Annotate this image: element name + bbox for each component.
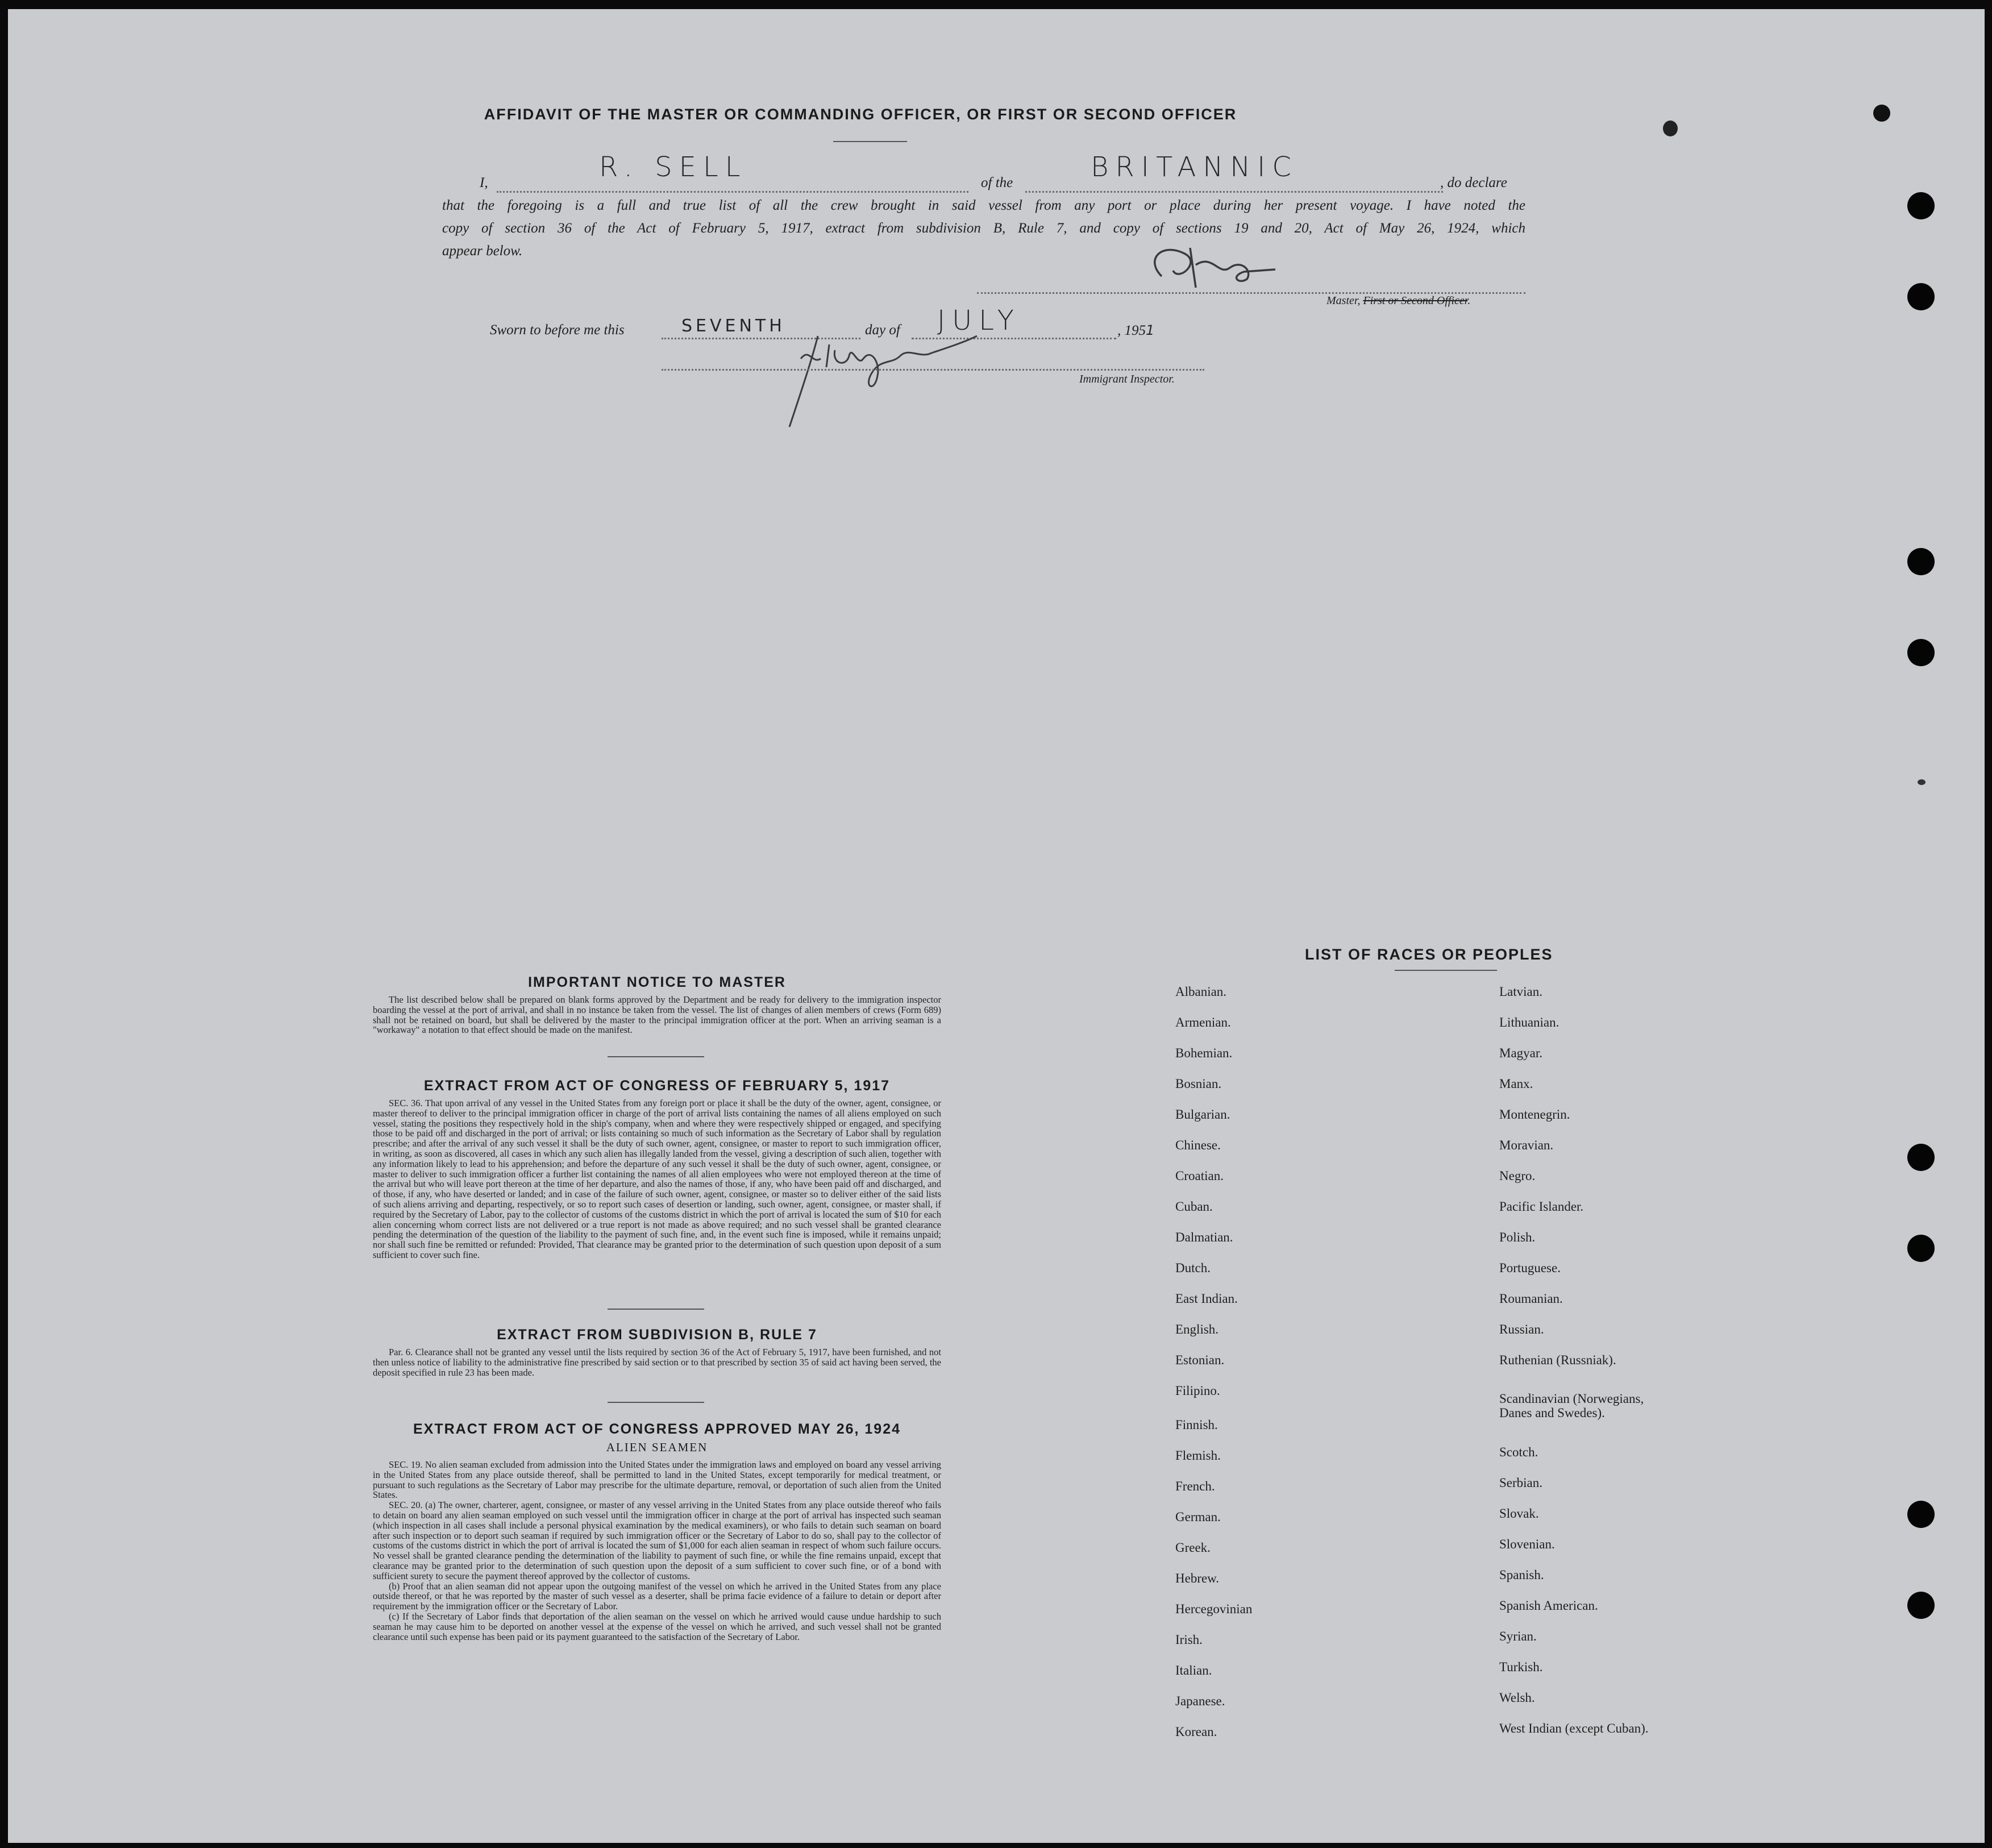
- race-item: Slovenian.: [1499, 1537, 1555, 1551]
- punch-hole: [1907, 639, 1935, 666]
- extract-1917-title: EXTRACT FROM ACT OF CONGRESS OF FEBRUARY 5, 1917: [423, 1078, 891, 1094]
- race-item: Syrian.: [1499, 1629, 1537, 1643]
- race-item: Lithuanian.: [1499, 1015, 1560, 1029]
- notice-text: [373, 995, 941, 1035]
- race-item: Spanish.: [1499, 1568, 1544, 1582]
- race-item: Negro.: [1499, 1169, 1536, 1183]
- race-item: Hercegovinian: [1175, 1602, 1253, 1616]
- extract-1917-text: [373, 1098, 941, 1260]
- race-item: Slovak.: [1499, 1506, 1539, 1521]
- races-title: LIST OF RACES OR PEOPLES: [1305, 946, 1553, 963]
- race-item: Greek.: [1175, 1540, 1211, 1555]
- master-signature: [1139, 236, 1292, 299]
- race-item: Finnish.: [1175, 1418, 1218, 1432]
- race-item: Irish.: [1175, 1633, 1203, 1647]
- race-item: East Indian.: [1175, 1291, 1238, 1306]
- par-6-paragraph: Par. 6. Clearance shall not be granted any vessel until the lists required by section 36 of the Act of February 5, 1917, have been furnished, and not then unless notice of liability to the administrative fine prescribed by said section or to that prescribed by section 35 of said act having been served, the deposit specified in rule 23 has been made.: [373, 1347, 941, 1378]
- extract-1924-title: EXTRACT FROM ACT OF CONGRESS APPROVED MAY 26, 1924: [413, 1421, 901, 1437]
- race-item: Moravian.: [1499, 1138, 1554, 1152]
- inspector-signature: [778, 325, 983, 438]
- race-item: Dalmatian.: [1175, 1230, 1233, 1244]
- sec-20c-paragraph: (c) If the Secretary of Labor finds that deportation of the alien seaman on the vessel on which he arrived would cause undue hardship to such seaman he may cause him to be deported on another vessel at the expense of the vessel on which he arrived, and such vessel shall not be granted clearance until such expense has been paid or its payment guaranteed to the satisfaction of the Secretary of Labor.: [373, 1610, 941, 1642]
- punch-hole: [1907, 192, 1935, 219]
- race-item: Chinese.: [1175, 1138, 1221, 1152]
- punch-hole: [1907, 1592, 1935, 1619]
- race-item: Bulgarian.: [1175, 1107, 1230, 1122]
- declaration-line-2: copy of section 36 of the Act of February 5, 1917, extract from subdivision B, Rule 7, and copy of sections 19 and 20, Act of May 26, 1924, which: [442, 221, 1525, 236]
- struck-officer-label: First or Second Officer: [1363, 294, 1468, 307]
- punch-hole: [1907, 1144, 1935, 1171]
- punch-hole: [1907, 1501, 1935, 1528]
- race-item: Japanese.: [1175, 1694, 1225, 1708]
- race-item: Portuguese.: [1499, 1261, 1561, 1275]
- race-item: Pacific Islander.: [1499, 1199, 1584, 1214]
- sworn-label: Sworn to before me this: [490, 322, 625, 338]
- rule-7-title: EXTRACT FROM SUBDIVISION B, RULE 7: [497, 1327, 817, 1343]
- day-of-label: day of: [865, 322, 900, 338]
- sec-20a-paragraph: SEC. 20. (a) The owner, charterer, agent, consignee, or master of any vessel arriving in the United States from any place outside thereof who fails to detain on board any alien seaman employed on such vessel until the immigration officer in charge at the port of arrival has inspected such seaman (which inspection in all cases shall include a personal physical examination by the medical examiners), or who fails to detain such seaman on board after such inspection or to deport such seaman if required by such immigration officer or the Secretary of Labor to do so, shall pay to the collector of customs of the customs district in which the port of arrival is located the sum of $1,000 for each alien seaman in respect of whom such failure occurs. No vessel shall be granted clearance pending the determination of the liability to payment of such fine, or while the fine remains unpaid, except that clearance may be granted prior to the determination of such question upon the deposit of a sum sufficient to cover such fine, or of a bond with sufficient surety to secure the payment thereof approved by the collector of customs.: [373, 1500, 941, 1581]
- race-item: German.: [1175, 1510, 1221, 1524]
- race-item: French.: [1175, 1479, 1215, 1493]
- race-item: West Indian (except Cuban).: [1499, 1721, 1649, 1735]
- race-item: Serbian.: [1499, 1476, 1543, 1490]
- race-item: Korean.: [1175, 1725, 1217, 1739]
- extract-1924-text: [373, 1460, 941, 1642]
- race-item: Manx.: [1499, 1077, 1533, 1091]
- race-item: Polish.: [1499, 1230, 1536, 1244]
- vessel-line: [1025, 191, 1443, 193]
- inspector-label: Immigrant Inspector.: [1079, 373, 1175, 385]
- race-item: English.: [1175, 1322, 1219, 1336]
- master-title-label: [1326, 294, 1470, 308]
- race-item: Spanish American.: [1499, 1598, 1598, 1613]
- year-prefix: , 195: [1117, 323, 1146, 338]
- inspector-signature-line: [662, 369, 1204, 371]
- year-digit: 1: [1146, 322, 1155, 338]
- i-label: I,: [480, 175, 488, 190]
- declaration-line-1: that the foregoing is a full and true list of all the crew brought in said vessel from any port or place during her present voyage. I have noted the: [442, 198, 1525, 213]
- ink-blot: [1663, 121, 1678, 136]
- sworn-month: JULY: [937, 305, 1021, 337]
- race-item: Albanian.: [1175, 985, 1227, 999]
- race-item: Russian.: [1499, 1322, 1544, 1336]
- declaration-line-3: appear below.: [442, 243, 523, 259]
- punch-hole: [1907, 283, 1935, 310]
- rule-7-text: [373, 1347, 941, 1377]
- vessel-name: BRITANNIC: [1091, 151, 1298, 183]
- punch-hole: [1907, 548, 1935, 575]
- race-item: Welsh.: [1499, 1691, 1535, 1705]
- sec-20b-paragraph: (b) Proof that an alien seaman did not appear upon the outgoing manifest of the vessel on which he arrived in the United States from any place outside thereof, or that he was reported by the master of such vessel as a deserter, shall be prima facie evidence of a failure to detain or deport after requirement by the immigration officer or the Secretary of Labor.: [373, 1580, 941, 1612]
- punch-hole: [1907, 1235, 1935, 1262]
- race-item: Turkish.: [1499, 1660, 1543, 1674]
- race-item: Hebrew.: [1175, 1571, 1220, 1585]
- master-label: Master,: [1326, 294, 1361, 307]
- race-item: Dutch.: [1175, 1261, 1211, 1275]
- race-item: Bohemian.: [1175, 1046, 1233, 1060]
- of-the-label: of the: [981, 175, 1013, 190]
- name-line: [497, 191, 968, 193]
- race-item-continuation: Danes and Swedes).: [1499, 1406, 1605, 1420]
- race-item: Croatian.: [1175, 1169, 1224, 1183]
- master-signature-line: [977, 292, 1525, 294]
- master-name: R. SELL: [599, 151, 747, 183]
- notice-title: IMPORTANT NOTICE TO MASTER: [528, 974, 786, 990]
- race-item: Estonian.: [1175, 1353, 1225, 1367]
- race-item: Roumanian.: [1499, 1291, 1563, 1306]
- race-item: Montenegrin.: [1499, 1107, 1570, 1122]
- affidavit-title: AFFIDAVIT OF THE MASTER OR COMMANDING OFFICER, OR FIRST OR SECOND OFFICER: [484, 106, 1237, 123]
- race-item: Filipino.: [1175, 1384, 1220, 1398]
- ink-speck: [1918, 779, 1926, 785]
- section-divider: [608, 1309, 704, 1310]
- sec-36-paragraph: SEC. 36. That upon arrival of any vessel in the United States from any foreign port or place it shall be the duty of the owner, agent, consignee, or master thereof to deliver to the principal immigration officer in charge of the port of arrival lists containing the names of all aliens employed on such vessel, stating the positions they respectively hold in the ship's company, when and where they were respectively shipped or engaged, and specifying those to be paid off and discharged in the port of arrival; or lists containing so much of such information as the Secretary of Labor shall by regulation prescribe; and after the arrival of any such vessel it shall be the duty of such owner, agent, consignee, or master to report to such immigration officer, in writing, as soon as discovered, all cases in which any such alien has illegally landed from the vessel, giving a description of such alien, together with any information likely to lead to his apprehension; and before the departure of any such vessel it shall be the duty of such owner, agent, consignee, or master to deliver to such immigration officer a further list containing the names of all alien employees who were not employed thereon at the time of the arrival but who will leave port thereon at the time of her departure, and also the names of those, if any, who have been paid off and discharged, and of those, if any, who have deserted or landed; and in case of the failure of such owner, agent, consignee, or master so to deliver either of the said lists of such aliens arriving and departing, respectively, or so to report such cases of desertion or landing, such owner, agent, consignee, or master shall, if required by the Secretary of Labor, pay to the collector of customs of the customs district in which the port of arrival is located the sum of $10 for each alien concerning whom correct lists are not delivered or a true report is not made as above required; and no such vessel shall be granted clearance pending the determination of the question of the liability to the payment of such fine, and, in the event such fine is imposed, while it remains unpaid; nor shall such fine be remitted or refunded: Provided, That clearance may be granted prior to the determination of such question upon deposit of a sum sufficient to cover such fine.: [373, 1098, 941, 1260]
- race-item: Scandinavian (Norwegians,: [1499, 1392, 1644, 1406]
- race-item: Armenian.: [1175, 1015, 1231, 1029]
- race-item: Bosnian.: [1175, 1077, 1222, 1091]
- race-item: Magyar.: [1499, 1046, 1543, 1060]
- race-item: Ruthenian (Russniak).: [1499, 1353, 1616, 1367]
- section-divider: [608, 1402, 704, 1403]
- race-item: Italian.: [1175, 1663, 1212, 1677]
- master-title-end: .: [1467, 294, 1471, 307]
- race-item: Latvian.: [1499, 985, 1542, 999]
- year-label: [1117, 322, 1154, 339]
- do-declare-label: , do declare: [1440, 175, 1507, 190]
- section-divider: [608, 1056, 704, 1057]
- race-item: Scotch.: [1499, 1445, 1538, 1459]
- notice-paragraph: The list described below shall be prepared on blank forms approved by the Department and be ready for delivery to the immigration inspector boarding the vessel at the port of arrival, and shall in no instance be taken from the vessel. The list of changes of alien members of crews (Form 689) shall not be retained on board, but shall be delivered by the master to the principal immigration officer at the port. When an arriving seaman is a "workaway" a notation to that effect should be made on the manifest.: [373, 994, 941, 1036]
- alien-seamen-subtitle: ALIEN SEAMEN: [606, 1440, 708, 1454]
- sec-19-paragraph: SEC. 19. No alien seaman excluded from admission into the United States under the immigration laws and employed on board any vessel arriving in the United States from any place outside thereof, shall be permitted to land in the United States, except temporarily for medical treatment, or pursuant to such regulations as the Secretary of Labor may prescribe for the ultimate departure, removal, or deportation of such alien from the United States.: [373, 1459, 941, 1501]
- races-divider: [1395, 970, 1497, 971]
- race-item: Flemish.: [1175, 1448, 1221, 1463]
- manifest-page: [8, 9, 1985, 1843]
- ink-blot: [1873, 105, 1890, 122]
- title-divider: [833, 141, 907, 142]
- race-item: Cuban.: [1175, 1199, 1213, 1214]
- sworn-day: SEVENTH: [681, 316, 785, 336]
